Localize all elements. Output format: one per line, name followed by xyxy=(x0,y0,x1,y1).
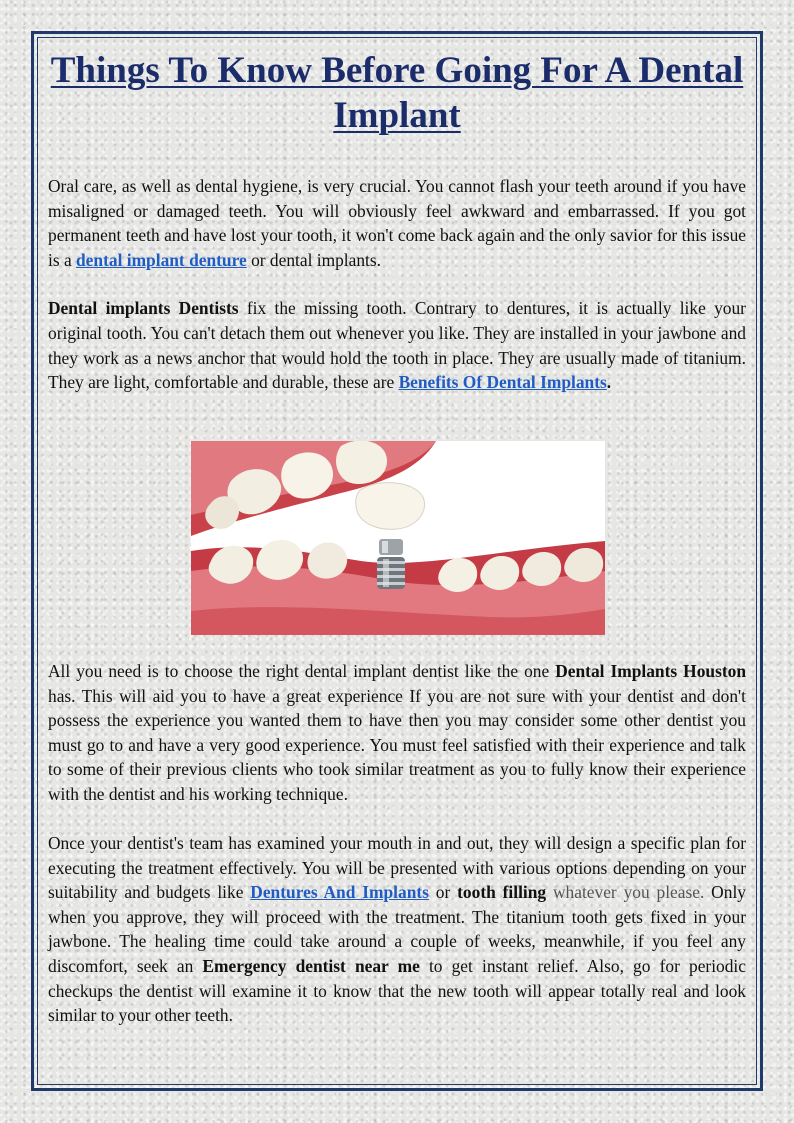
paragraph-treatment-text-c: whatever you please. xyxy=(546,882,705,903)
dental-implant-denture-link[interactable]: dental implant denture xyxy=(76,249,247,270)
paragraph-treatment-text-a: Once your dentist's team has examined your mouth in and out, they will design a specific plan for executing the treatment effectively. You will be presented with various options depending on your suitability and budgets like xyxy=(48,833,746,903)
paragraph-intro-text-b: or dental implants. xyxy=(246,249,382,270)
emergency-dentist-bold: Emergency dentist near me xyxy=(202,955,420,976)
benefits-link[interactable]: Benefits Of Dental Implants xyxy=(398,372,607,393)
dental-implants-dentists-bold: Dental implants Dentists xyxy=(48,298,239,319)
paragraph-treatment-text-d: Only when you approve, they will proceed with the treatment. The titanium tooth gets fixed in your jawbone. The healing time could take around a couple of weeks, meanwhile, if you feel any discomfort, seek an xyxy=(48,882,746,976)
paragraph-houston-text-a: All you need is to choose the right dental implant dentist like the one xyxy=(48,661,556,681)
dental-implants-houston-bold: Dental Implants Houston xyxy=(555,661,746,681)
paragraph-treatment-text-e: to get instant relief. Also, go for periodic checkups the dentist will examine it to know that the new tooth will appear totally real and look similar to your other teeth. xyxy=(48,955,746,1026)
paragraph-houston-text-b: has. This will aid you to have a great experience If you are not sure with your dentist and don't possess the experience you wanted them to have then you may consider some other dentist you must go to and have a very good experience. You must feel satisfied with their experience and talk to some of their previous clients who took similar treatment as you to fully know their experience with the dentist and his working technique. xyxy=(48,685,746,804)
paragraph-dentists xyxy=(48,296,746,394)
paragraph-houston xyxy=(48,659,746,807)
tooth-filling-bold: tooth filling xyxy=(457,882,547,903)
dental-implant-illustration xyxy=(191,441,605,635)
paragraph-treatment xyxy=(48,831,746,1028)
paragraph-treatment-text-b: or xyxy=(428,882,458,903)
paragraph-intro xyxy=(48,174,746,272)
paragraph-intro-text-a: Oral care, as well as dental hygiene, is very crucial. You cannot flash your teeth around if you have misaligned or damaged teeth. You will obviously feel awkward and embarrassed. If you got permanent teeth and have lost your tooth, it won't come back again and the only savior for this issue is a xyxy=(48,176,746,270)
paragraph-dentists-text-a: fix the missing tooth. Contrary to dentures, it is actually like your original tooth. You can't detach them out whenever you like. They are installed in your jawbone and they work as a news anchor that would hold the tooth in place. They are usually made of titanium. They are light, comfortable and durable, these are xyxy=(48,298,746,393)
page-title: Things To Know Before Going For A Dental Implant xyxy=(50,50,744,136)
article xyxy=(48,48,746,1026)
dentures-and-implants-link[interactable]: Dentures And Implants xyxy=(250,882,429,903)
paragraph-dentists-text-b: . xyxy=(606,372,612,393)
dental-implant-image xyxy=(191,441,605,635)
